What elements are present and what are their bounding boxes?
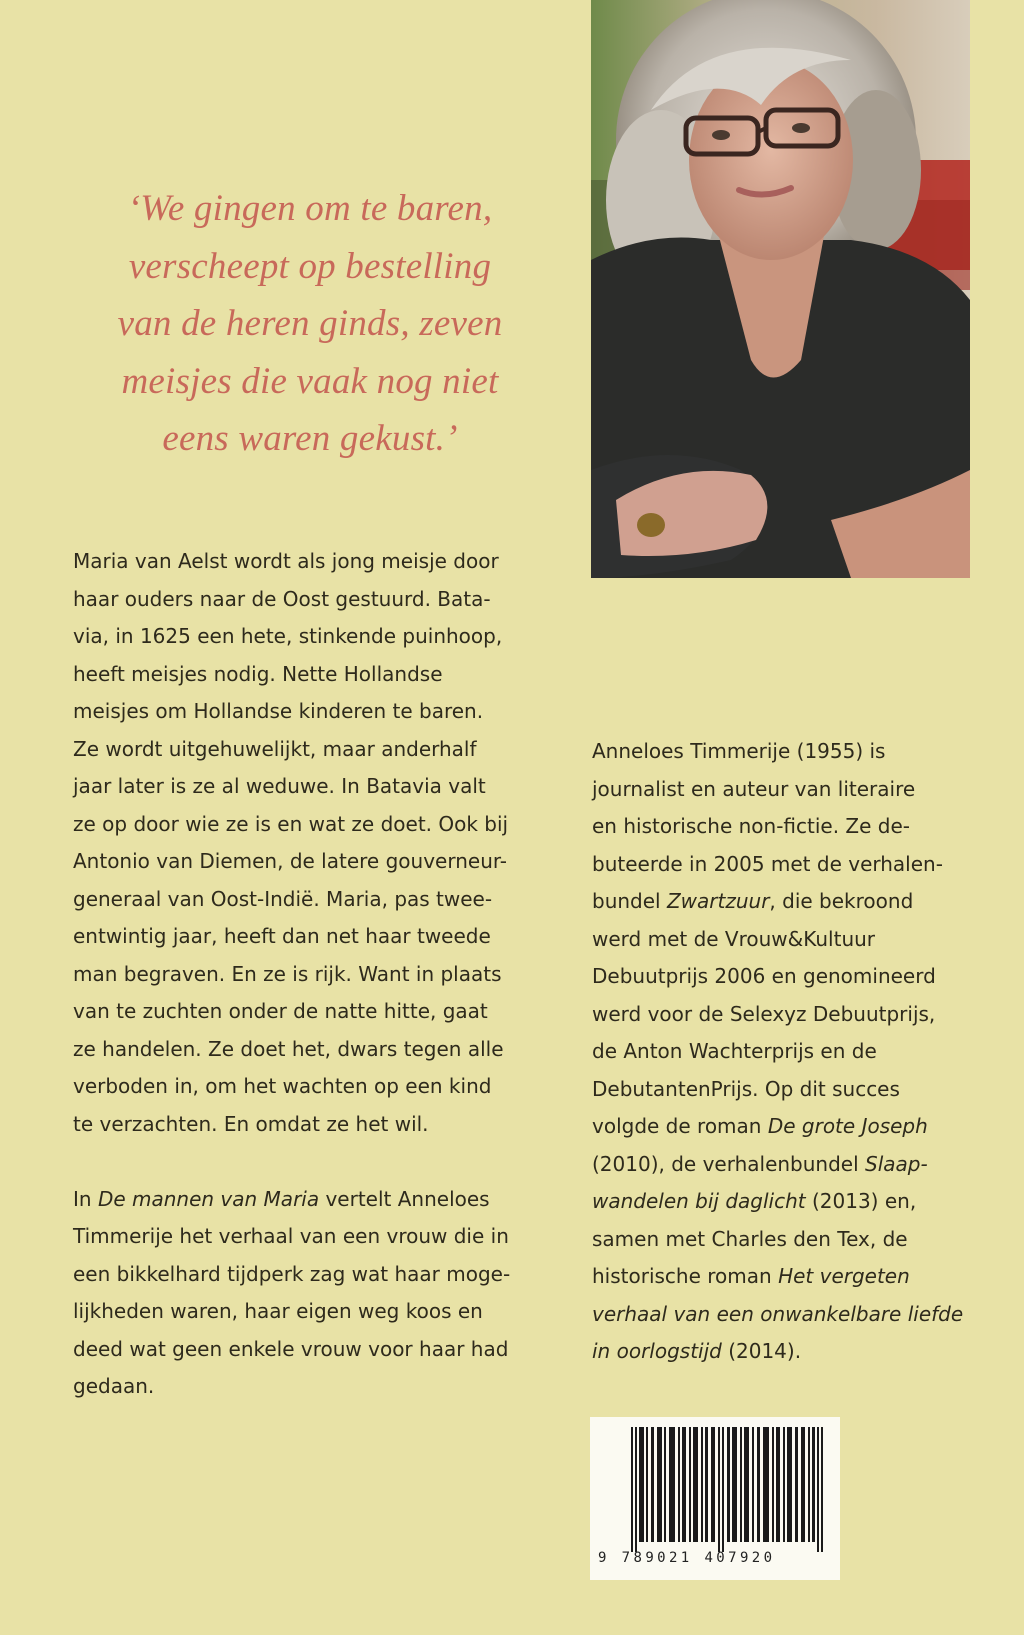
text: In — [73, 1186, 98, 1211]
bio-line: de Anton Wachterprijs en de — [592, 1039, 877, 1063]
bio-line: Anneloes Timmerije (1955) is — [592, 739, 886, 763]
blurb-line: jaar later is ze al weduwe. In Batavia valt — [73, 774, 486, 798]
blurb-line: ze handelen. Ze doet het, dwars tegen alle — [73, 1036, 504, 1061]
isbn-barcode — [590, 1417, 840, 1580]
blurb-line: generaal van Oost-Indië. Maria, pas twee- — [73, 886, 493, 911]
blurb-line: van te zuchten onder de natte hitte, gaat — [73, 999, 488, 1023]
text: vertelt Anneloes — [319, 1186, 490, 1211]
book-title: De mannen van Maria — [97, 1186, 320, 1211]
quote-line: eens waren gekust.’ — [162, 418, 458, 459]
blurb-line: verboden in, om het wachten op een kind — [73, 1074, 492, 1098]
blurb-line: entwintig jaar, heeft dan net haar tweede — [73, 924, 491, 948]
bio-line — [592, 883, 972, 921]
bio-line: werd voor de Selexyz Debuutprijs, — [592, 1001, 936, 1026]
bio-line: Debuutprijs 2006 en genomineerd — [592, 964, 936, 988]
blurb-line: een bikkelhard tijdperk zag wat haar moge- — [73, 1261, 511, 1286]
blurb-line: Timmerije het verhaal van een vrouw die in — [73, 1224, 509, 1248]
text: (2014). — [721, 1339, 802, 1363]
text: (2010), de verhalenbundel — [592, 1151, 866, 1176]
blurb-line: deed wat geen enkele vrouw voor haar had — [73, 1336, 509, 1361]
book-title: Zwartzuur — [666, 889, 770, 913]
blurb-line: lijkheden waren, haar eigen weg koos en — [73, 1299, 483, 1323]
blurb-line: meisjes om Hollandse kinderen te baren. — [73, 699, 484, 723]
book-title: Slaap- — [865, 1151, 928, 1176]
bio-line: buteerde in 2005 met de verhalen- — [592, 851, 943, 876]
bio-line: en historische non-fictie. Ze de- — [592, 814, 910, 838]
book-title: verhaal van een onwankelbare liefde — [592, 1301, 964, 1326]
blurb-line: Maria van Aelst wordt als jong meisje door — [73, 549, 499, 573]
bio-line — [592, 1146, 972, 1184]
blurb-line: haar ouders naar de Oost gestuurd. Bata- — [73, 586, 491, 611]
bio-line — [592, 1296, 972, 1334]
blurb-line: te verzachten. En omdat ze het wil. — [73, 1111, 429, 1136]
bio-line — [592, 1333, 972, 1371]
text: bundel — [592, 889, 667, 913]
bio-line: samen met Charles den Tex, de — [592, 1226, 908, 1251]
bio-line — [592, 1108, 972, 1146]
bio-line: werd met de Vrouw&Kultuur — [592, 926, 876, 951]
blurb-line: gedaan. — [73, 1374, 155, 1398]
blurb-line — [73, 1181, 553, 1219]
bio-line — [592, 1258, 972, 1296]
author-portrait-icon — [591, 0, 970, 578]
quote-line: meisjes die vaak nog niet — [121, 360, 499, 402]
book-blurb — [73, 543, 553, 1406]
book-title: in oorlogstijd — [592, 1339, 722, 1363]
quote-line: ‘We gingen om te baren, — [127, 188, 493, 229]
paragraph-spacer — [73, 1143, 553, 1181]
bio-line: DebutantenPrijs. Op dit succes — [592, 1076, 900, 1101]
blurb-line: ze op door wie ze is en wat ze doet. Ook bij — [73, 811, 509, 836]
text: , die bekroond — [769, 889, 914, 913]
book-title: De grote Joseph — [767, 1114, 928, 1138]
blurb-line: Ze wordt uitgehuwelijkt, maar anderhalf — [73, 736, 477, 761]
pull-quote — [100, 180, 520, 468]
text: historische roman — [592, 1264, 779, 1288]
text: volgde de roman — [592, 1114, 768, 1138]
bio-line — [592, 1183, 972, 1221]
blurb-paragraph-1 — [73, 543, 553, 1143]
quote-line: van de heren ginds, zeven — [117, 303, 503, 344]
blurb-line: heeft meisjes nodig. Nette Hollandse — [73, 661, 443, 686]
barcode-icon — [631, 1427, 823, 1552]
author-bio — [592, 733, 972, 1371]
book-title: wandelen bij daglicht — [592, 1189, 806, 1213]
blurb-line: Antonio van Diemen, de latere gouverneur- — [73, 849, 508, 873]
bio-line: journalist en auteur van literaire — [592, 776, 916, 801]
quote-line: verscheept op bestelling — [128, 245, 492, 287]
blurb-line: man begraven. En ze is rijk. Want in plaats — [73, 961, 502, 986]
author-photo — [591, 0, 970, 578]
book-title: Het vergeten — [778, 1264, 910, 1288]
isbn-number: 9 789021 407920 — [598, 1550, 776, 1566]
text: (2013) en, — [805, 1189, 917, 1213]
blurb-paragraph-2 — [73, 1181, 553, 1406]
blurb-line: via, in 1625 een hete, stinkende puinhoop, — [73, 624, 503, 648]
